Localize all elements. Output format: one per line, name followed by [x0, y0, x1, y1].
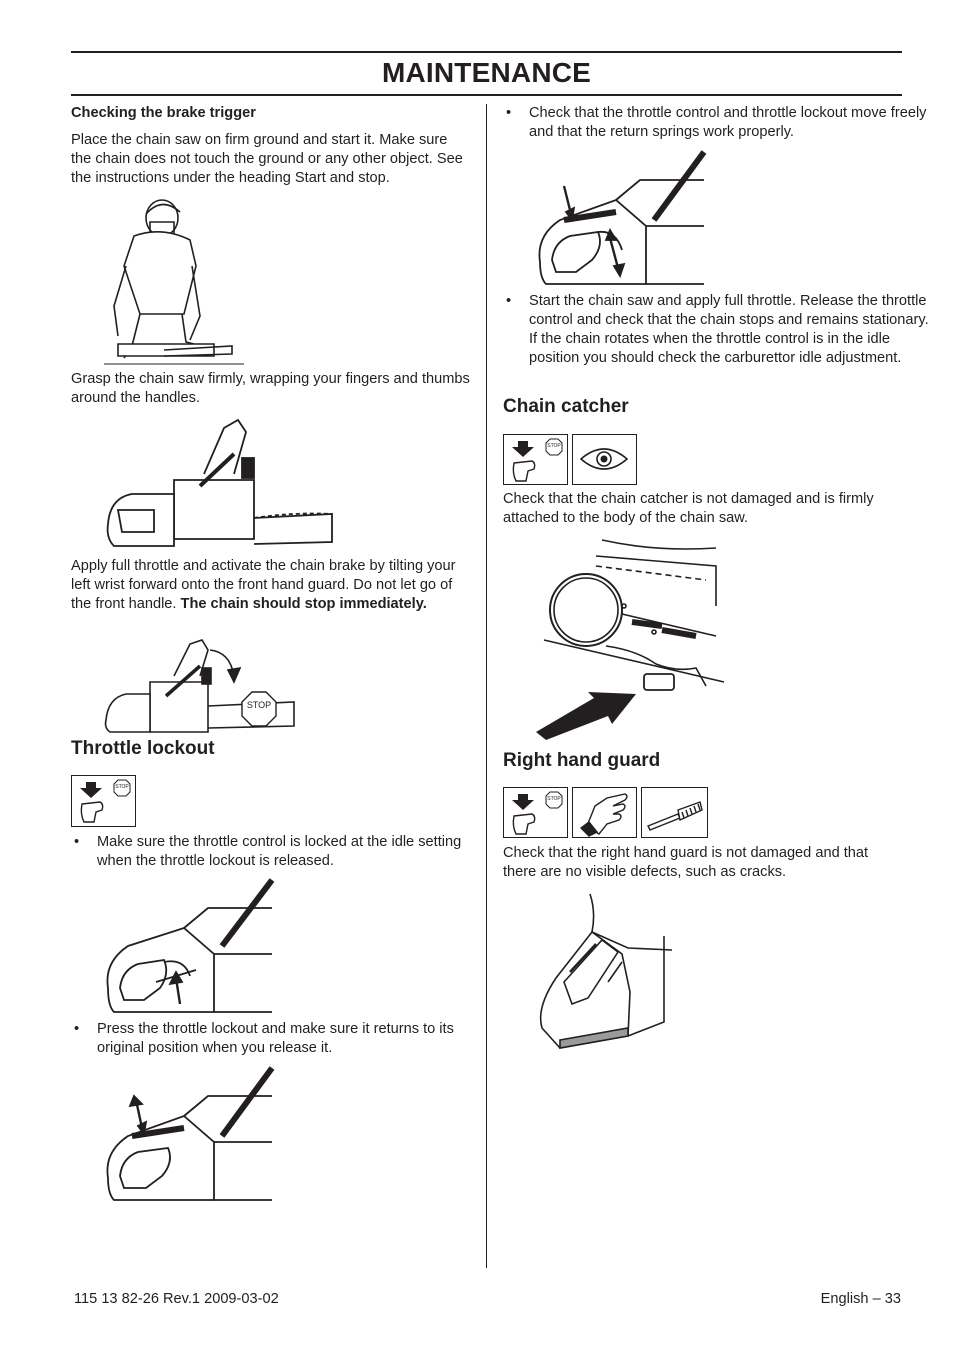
page-title: MAINTENANCE	[381, 57, 592, 88]
operator-illustration	[104, 196, 244, 366]
stop-badge-label: STOP	[547, 443, 561, 449]
brake-paragraph-1: Place the chain saw on firm ground and start it. Make sure the chain does not touch the ground or any other object. See the instructions under the heading Start and stop.	[71, 132, 463, 186]
stop-sign-label: STOP	[246, 700, 272, 710]
right-hand-guard-illustration	[536, 892, 676, 1052]
grip-illustration	[104, 414, 334, 554]
glove-icon	[572, 787, 637, 838]
eye-icon	[572, 434, 637, 485]
stop-engine-icon	[503, 787, 568, 838]
right-bullet-2: • Start the chain saw and apply full throttle. Release the throttle control and check that the chain stops and remains stationary. If the chain rotates when the throttle control is in the idle position you should check the carburettor idle adjustment.	[503, 292, 931, 368]
stop-engine-icon	[503, 434, 568, 485]
footer-doc-id: 115 13 82-26 Rev.1 2009-03-02	[74, 1291, 279, 1307]
column-divider	[486, 104, 487, 1268]
throttle-lockout-heading: Throttle lockout	[71, 738, 215, 759]
throttle-bullet-1: • Make sure the throttle control is locked at the idle setting when the throttle lockout is released.	[71, 833, 497, 871]
brake-paragraph-2: Grasp the chain saw firmly, wrapping your fingers and thumbs around the handles.	[71, 371, 470, 406]
brake-trigger-heading: Checking the brake trigger	[71, 105, 256, 121]
header-rule-top	[71, 51, 902, 53]
right-hand-guard-heading: Right hand guard	[503, 750, 661, 771]
lockout-press-illustration	[104, 1064, 276, 1204]
header-rule-bottom	[71, 94, 902, 96]
brake-activation-illustration	[104, 636, 300, 736]
chain-catcher-heading: Chain catcher	[503, 396, 629, 417]
stop-badge-label: STOP	[115, 784, 129, 790]
footer-page-number: English – 33	[820, 1291, 901, 1307]
throttle-free-illustration	[536, 150, 708, 290]
stop-engine-icon	[71, 775, 136, 827]
chain-catcher-paragraph: Check that the chain catcher is not damaged and is firmly attached to the body of the chain saw.	[503, 491, 874, 526]
stop-badge-label: STOP	[547, 796, 561, 802]
chain-catcher-illustration	[536, 536, 728, 740]
right-hand-guard-paragraph: Check that the right hand guard is not damaged and that there are no visible defects, such as cracks.	[503, 845, 869, 880]
right-bullet-1: • Check that the throttle control and throttle lockout move freely and that the return springs work properly.	[503, 104, 931, 142]
throttle-lock-illustration	[104, 878, 276, 1016]
brake-paragraph-3: Apply full throttle and activate the chain brake by tilting your left wrist forward onto the front hand guard. Do not let go of the front handle. The chain should stop immediately.	[71, 558, 456, 612]
brush-icon	[641, 787, 708, 838]
throttle-bullet-2: • Press the throttle lockout and make sure it returns to its original position when you release it.	[71, 1020, 497, 1058]
